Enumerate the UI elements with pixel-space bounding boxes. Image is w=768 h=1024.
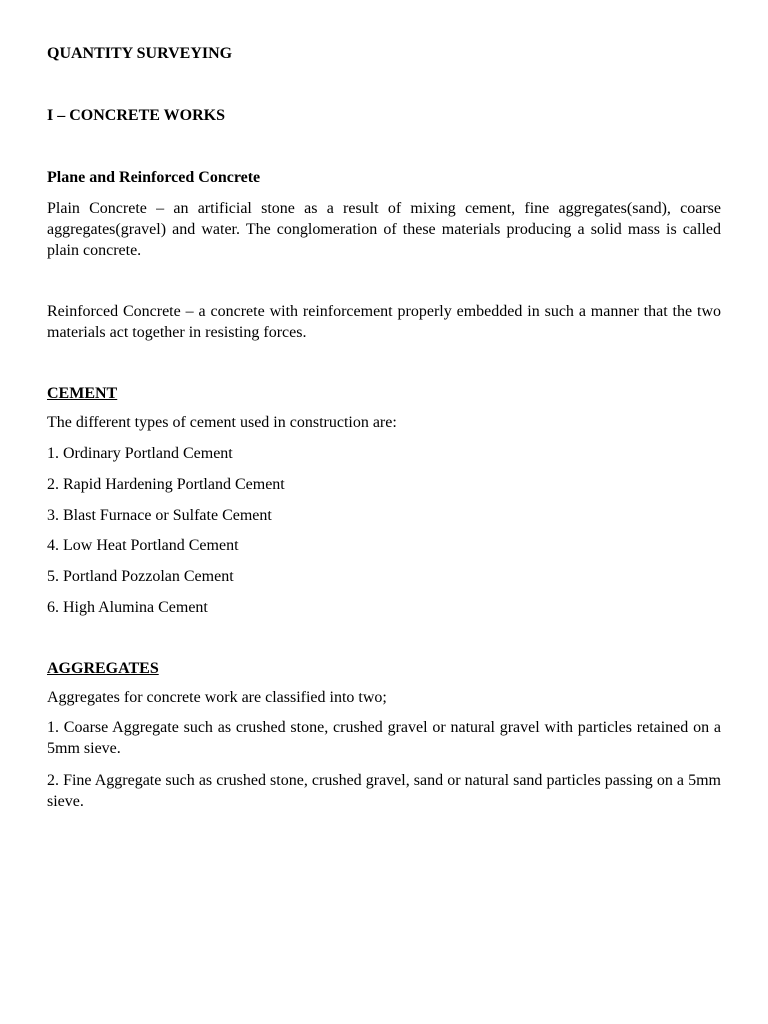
cement-list-item: 2. Rapid Hardening Portland Cement [47,476,285,493]
section-heading: I – CONCRETE WORKS [47,107,225,124]
cement-list-item: 3. Blast Furnace or Sulfate Cement [47,507,272,524]
aggregates-list-item: 1. Coarse Aggregate such as crushed stone, crushed gravel or natural gravel with particles retained on a 5mm sieve. [47,719,721,757]
cement-intro: The different types of cement used in construction are: [47,414,397,431]
reinforced-concrete-paragraph: Reinforced Concrete – a concrete with reinforcement properly embedded in such a manner that the two materials act together in resisting forces. [47,303,721,341]
document-title: QUANTITY SURVEYING [47,45,233,62]
aggregates-intro: Aggregates for concrete work are classified into two; [47,689,387,706]
cement-list-item: 5. Portland Pozzolan Cement [47,568,234,585]
aggregates-heading: AGGREGATES [47,660,159,677]
cement-list-item: 1. Ordinary Portland Cement [47,445,233,462]
cement-list-item: 6. High Alumina Cement [47,599,208,616]
cement-heading: CEMENT [47,385,118,402]
cement-list-item: 4. Low Heat Portland Cement [47,537,239,554]
aggregates-list-item: 2. Fine Aggregate such as crushed stone, crushed gravel, sand or natural sand particles passing on a 5mm sieve. [47,772,721,810]
subheading: Plane and Reinforced Concrete [47,169,261,186]
plain-concrete-paragraph: Plain Concrete – an artificial stone as a result of mixing cement, fine aggregates(sand), coarse aggregates(gravel) and water. The conglomeration of these materials producing a solid mass is called plain concrete. [47,200,721,259]
